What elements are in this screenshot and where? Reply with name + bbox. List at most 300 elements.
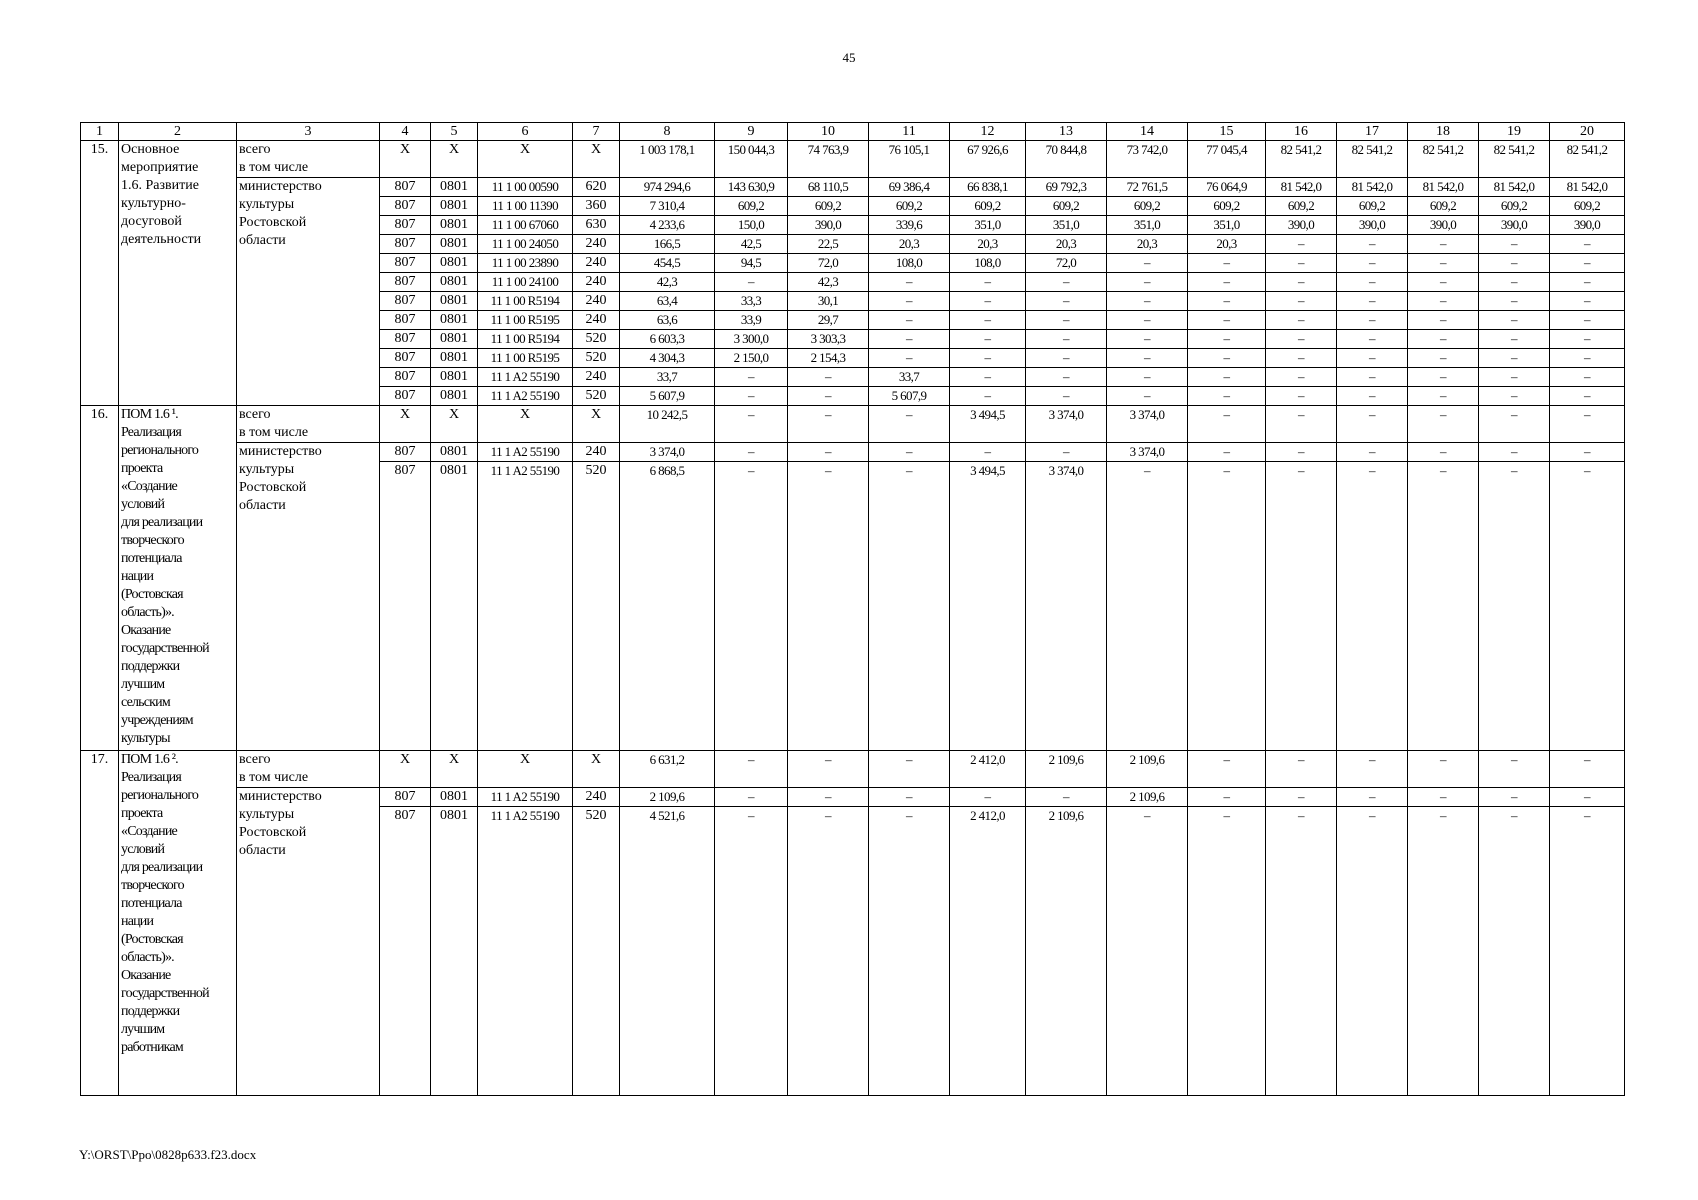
total-cell: – [715,406,788,443]
table-cell: 807 [380,178,431,197]
table-cell: – [1188,368,1266,387]
executor-name: министерство культуры Ростовской области [237,178,380,406]
table-cell: – [1266,235,1337,254]
total-cell: – [1266,751,1337,788]
page-number: 45 [842,50,856,65]
table-cell: 0801 [431,273,478,292]
table-cell: – [1337,330,1408,349]
table-cell: 609,2 [1479,197,1550,216]
table-cell: – [950,368,1026,387]
total-cell: – [1266,406,1337,443]
table-cell: – [1337,235,1408,254]
table-cell: – [1188,273,1266,292]
table-cell: 33,7 [869,368,950,387]
table-cell: 20,3 [950,235,1026,254]
table-cell: – [1550,807,1625,1096]
total-cell: 82 541,2 [1479,141,1550,178]
table-cell: – [1479,311,1550,330]
table-cell: 2 154,3 [788,349,869,368]
table-cell: 620 [573,178,620,197]
total-cell: – [869,751,950,788]
section-name: ПОМ 1.6 ². Реализация регионального проекта «Создание условий для реализации творческого потенциала нации (Ростовская область)». Оказание государственной поддержки лучшим работникам [119,751,237,1096]
table-cell: – [869,788,950,807]
total-cell: – [1337,751,1408,788]
table-cell: 11 1 A2 55190 [478,462,573,751]
table-cell: – [1026,387,1107,406]
header-cell: 16 [1266,123,1337,141]
table-cell: – [1479,462,1550,751]
table-cell: 166,5 [620,235,715,254]
table-cell: – [1266,349,1337,368]
table-cell: 807 [380,349,431,368]
table-cell: – [869,273,950,292]
table-cell: 72 761,5 [1107,178,1188,197]
header-cell: 19 [1479,123,1550,141]
table-cell: 3 300,0 [715,330,788,349]
table-cell: – [1408,235,1479,254]
table-cell: 339,6 [869,216,950,235]
table-cell: 3 494,5 [950,462,1026,751]
table-cell: 0801 [431,368,478,387]
table-cell: 11 1 00 R5195 [478,349,573,368]
table-cell: 5 607,9 [869,387,950,406]
table-cell: 81 542,0 [1479,178,1550,197]
table-cell: – [1479,349,1550,368]
table-cell: 81 542,0 [1266,178,1337,197]
table-cell: 360 [573,197,620,216]
table-cell: – [1107,254,1188,273]
table-cell: 0801 [431,292,478,311]
table-cell: – [1026,349,1107,368]
table-cell: 29,7 [788,311,869,330]
total-label: всего в том числе [237,141,380,178]
total-cell: – [1408,406,1479,443]
table-cell: – [1550,273,1625,292]
table-cell: – [1408,807,1479,1096]
table-cell: 454,5 [620,254,715,273]
table-cell: 11 1 00 R5194 [478,292,573,311]
table-cell: 807 [380,311,431,330]
table-cell: – [1026,788,1107,807]
total-cell: 2 412,0 [950,751,1026,788]
table-cell: – [1479,368,1550,387]
total-cell: 2 109,6 [1026,751,1107,788]
table-cell: – [950,443,1026,462]
table-cell: 22,5 [788,235,869,254]
table-cell: – [715,387,788,406]
table-cell: 240 [573,311,620,330]
table-cell: 4 233,6 [620,216,715,235]
table-cell: – [1408,292,1479,311]
table-cell: – [1188,292,1266,311]
table-cell: 5 607,9 [620,387,715,406]
total-cell: – [788,406,869,443]
table-cell: – [1026,292,1107,311]
total-cell: 70 844,8 [1026,141,1107,178]
table-cell: 11 1 00 23890 [478,254,573,273]
table-cell: – [1107,387,1188,406]
table-cell: 2 109,6 [1026,807,1107,1096]
table-cell: – [1550,387,1625,406]
total-cell: X [573,141,620,178]
header-cell: 14 [1107,123,1188,141]
table-cell: 390,0 [1479,216,1550,235]
table-cell: 2 412,0 [950,807,1026,1096]
table-cell: 30,1 [788,292,869,311]
executor-name: министерство культуры Ростовской области [237,788,380,1096]
table-cell: 11 1 00 00590 [478,178,573,197]
total-cell: – [1479,406,1550,443]
header-cell: 8 [620,123,715,141]
section-number: 15. [81,141,119,406]
table-cell: 20,3 [1107,235,1188,254]
table-cell: – [788,462,869,751]
table-cell: 4 304,3 [620,349,715,368]
table-cell: 3 374,0 [1026,462,1107,751]
header-cell: 3 [237,123,380,141]
table-cell: – [1550,235,1625,254]
table-cell: – [715,788,788,807]
total-label: всего в том числе [237,751,380,788]
header-cell: 15 [1188,123,1266,141]
table-cell: – [1266,330,1337,349]
total-cell: 82 541,2 [1266,141,1337,178]
table-cell: 351,0 [1026,216,1107,235]
table-cell: – [869,807,950,1096]
table-cell: 807 [380,273,431,292]
table-cell: – [950,788,1026,807]
table-cell: – [950,292,1026,311]
table-cell: 609,2 [1408,197,1479,216]
table-cell: 390,0 [788,216,869,235]
table-cell: 11 1 A2 55190 [478,807,573,1096]
table-cell: 609,2 [1337,197,1408,216]
table-cell: – [1337,292,1408,311]
table-cell: – [869,462,950,751]
table-cell: 11 1 00 67060 [478,216,573,235]
table-cell: 33,7 [620,368,715,387]
table-cell: – [715,368,788,387]
table-cell: 63,4 [620,292,715,311]
header-cell: 18 [1408,123,1479,141]
table-cell: – [715,462,788,751]
total-cell: – [1188,406,1266,443]
table-cell: 108,0 [869,254,950,273]
table-cell: 11 1 00 R5194 [478,330,573,349]
header-cell: 13 [1026,123,1107,141]
table-cell: – [1026,330,1107,349]
table-cell: 33,9 [715,311,788,330]
table-cell: 0801 [431,330,478,349]
section-number: 16. [81,406,119,751]
table-cell: 42,5 [715,235,788,254]
header-cell: 12 [950,123,1026,141]
table-cell: 6 603,3 [620,330,715,349]
table-cell: – [1408,443,1479,462]
table-cell: – [1408,349,1479,368]
table-cell: – [715,273,788,292]
table-cell: – [1107,330,1188,349]
table-cell: – [1026,443,1107,462]
table-cell: – [950,330,1026,349]
table-cell: – [1266,387,1337,406]
table-cell: 609,2 [1266,197,1337,216]
table-cell: – [1408,788,1479,807]
table-cell: 81 542,0 [1550,178,1625,197]
table-cell: 807 [380,235,431,254]
table-cell: 94,5 [715,254,788,273]
table-cell: 11 1 A2 55190 [478,443,573,462]
header-cell: 17 [1337,123,1408,141]
total-cell: 2 109,6 [1107,751,1188,788]
total-cell: – [1188,751,1266,788]
table-cell: 20,3 [1188,235,1266,254]
table-cell: – [1188,462,1266,751]
table-cell: 11 1 A2 55190 [478,387,573,406]
table-cell: – [715,443,788,462]
table-cell: 2 150,0 [715,349,788,368]
table-cell: – [1408,387,1479,406]
table-cell: – [869,330,950,349]
table-cell: 81 542,0 [1408,178,1479,197]
table-cell: – [1188,387,1266,406]
table-cell: – [1188,788,1266,807]
table-cell: – [869,349,950,368]
table-cell: 609,2 [950,197,1026,216]
table-cell: 0801 [431,197,478,216]
table-cell: 11 1 00 11390 [478,197,573,216]
table-cell: 33,3 [715,292,788,311]
table-cell: 143 630,9 [715,178,788,197]
table-cell: – [1266,807,1337,1096]
table-row [81,443,1625,462]
table-cell: – [1550,462,1625,751]
table-cell: – [1107,311,1188,330]
table-cell: – [1337,807,1408,1096]
table-cell: 0801 [431,178,478,197]
total-cell: – [1337,406,1408,443]
header-cell: 2 [119,123,237,141]
table-cell: – [1107,462,1188,751]
total-cell: 10 242,5 [620,406,715,443]
total-cell: 67 926,6 [950,141,1026,178]
section-total-row [81,406,1625,443]
table-cell: – [1408,330,1479,349]
table-cell: – [1550,292,1625,311]
header-cell: 4 [380,123,431,141]
table-cell: – [1266,273,1337,292]
table-cell: 807 [380,368,431,387]
total-cell: 150 044,3 [715,141,788,178]
table-cell: – [1479,807,1550,1096]
table-cell: 76 064,9 [1188,178,1266,197]
table-cell: 11 1 A2 55190 [478,368,573,387]
header-cell: 9 [715,123,788,141]
table-cell: 11 1 00 R5195 [478,311,573,330]
table-cell: – [1188,311,1266,330]
table-cell: – [869,292,950,311]
table-cell: 974 294,6 [620,178,715,197]
table-cell: – [1408,311,1479,330]
table-cell: 807 [380,807,431,1096]
table-cell: – [1479,273,1550,292]
table-cell: 72,0 [1026,254,1107,273]
table-cell: – [950,273,1026,292]
table-cell: 69 386,4 [869,178,950,197]
table-cell: – [1188,349,1266,368]
table-cell: – [788,368,869,387]
table-cell: 11 1 00 24100 [478,273,573,292]
table-cell: 2 109,6 [1107,788,1188,807]
table-cell: 108,0 [950,254,1026,273]
table-cell: – [1107,273,1188,292]
table-cell: – [1026,368,1107,387]
table-cell: 3 303,3 [788,330,869,349]
table-cell: – [788,387,869,406]
table-cell: 807 [380,387,431,406]
total-cell: X [380,141,431,178]
table-cell: 520 [573,330,620,349]
total-cell: X [478,406,573,443]
table-cell: – [1408,368,1479,387]
total-cell: 6 631,2 [620,751,715,788]
table-cell: 807 [380,197,431,216]
total-cell: – [1408,751,1479,788]
table-cell: 0801 [431,235,478,254]
table-cell: – [950,349,1026,368]
total-cell: – [869,406,950,443]
section-total-row [81,751,1625,788]
total-cell: X [478,751,573,788]
table-cell: 807 [380,788,431,807]
total-cell: 82 541,2 [1337,141,1408,178]
table-cell: 42,3 [788,273,869,292]
table-cell: – [1550,330,1625,349]
table-cell: – [869,311,950,330]
table-cell: 520 [573,387,620,406]
table-cell: 240 [573,254,620,273]
table-cell: – [1107,292,1188,311]
total-cell: – [1550,406,1625,443]
table-cell: 66 838,1 [950,178,1026,197]
table-cell: – [1408,254,1479,273]
table-cell: 609,2 [788,197,869,216]
total-cell: 77 045,4 [1188,141,1266,178]
table-cell: – [1026,273,1107,292]
table-cell: 0801 [431,349,478,368]
table-cell: 351,0 [1188,216,1266,235]
table-cell: – [1337,443,1408,462]
total-cell: – [788,751,869,788]
table-cell: – [1337,462,1408,751]
table-cell: – [1337,349,1408,368]
header-cell: 6 [478,123,573,141]
table-cell: – [1266,368,1337,387]
table-cell: – [1479,443,1550,462]
table-cell: – [788,807,869,1096]
total-cell: – [1550,751,1625,788]
total-cell: 3 494,5 [950,406,1026,443]
header-cell: 11 [869,123,950,141]
table-cell: – [1188,330,1266,349]
table-cell: – [1337,788,1408,807]
table-cell: 2 109,6 [620,788,715,807]
header-cell: 20 [1550,123,1625,141]
table-row [81,178,1625,197]
table-cell: 20,3 [1026,235,1107,254]
table-cell: 3 374,0 [1107,443,1188,462]
table-cell: 807 [380,443,431,462]
table-cell: 609,2 [1550,197,1625,216]
table-cell: – [1337,368,1408,387]
total-cell: 74 763,9 [788,141,869,178]
table-cell: – [1550,349,1625,368]
table-cell: – [1550,311,1625,330]
table-cell: 42,3 [620,273,715,292]
table-cell: 520 [573,462,620,751]
section-name: Основное мероприятие 1.6. Развитие культурно- досуговой деятельности [119,141,237,406]
table-cell: 807 [380,254,431,273]
table-cell: – [1266,788,1337,807]
total-cell: X [431,141,478,178]
table-cell: 20,3 [869,235,950,254]
header-row [81,123,1625,141]
total-cell: X [380,406,431,443]
header-cell: 7 [573,123,620,141]
total-cell: 76 105,1 [869,141,950,178]
table-cell: – [715,807,788,1096]
total-cell: X [431,751,478,788]
table-cell: – [950,387,1026,406]
table-cell: – [1107,807,1188,1096]
table-cell: – [869,443,950,462]
table-cell: – [1188,254,1266,273]
table-cell: – [1479,235,1550,254]
table-cell: – [950,311,1026,330]
table-cell: 0801 [431,311,478,330]
table-cell: – [1337,254,1408,273]
table-cell: 240 [573,368,620,387]
total-cell: X [478,141,573,178]
footer-file-path: Y:\ORST\Ppo\0828p633.f23.docx [79,1147,257,1162]
table-cell: 3 374,0 [620,443,715,462]
header-cell: 5 [431,123,478,141]
table-cell: 0801 [431,788,478,807]
table-cell: – [1188,443,1266,462]
table-cell: 72,0 [788,254,869,273]
total-cell: 82 541,2 [1550,141,1625,178]
table-cell: 68 110,5 [788,178,869,197]
header-cell: 1 [81,123,119,141]
table-cell: 0801 [431,216,478,235]
table-cell: 390,0 [1337,216,1408,235]
table-cell: – [1550,254,1625,273]
table-cell: 520 [573,349,620,368]
total-cell: 3 374,0 [1026,406,1107,443]
table-cell: 390,0 [1550,216,1625,235]
table-cell: – [1337,311,1408,330]
section-name: ПОМ 1.6 ¹. Реализация регионального проекта «Создание условий для реализации творческого потенциала нации (Ростовская область)». Оказание государственной поддержки лучшим сельским учреждениям культуры [119,406,237,751]
table-cell: – [1550,368,1625,387]
table-cell: 4 521,6 [620,807,715,1096]
table-cell: – [1479,254,1550,273]
total-cell: X [573,751,620,788]
table-cell: – [788,443,869,462]
table-cell: 240 [573,235,620,254]
table-cell: – [1266,443,1337,462]
table-cell: – [1266,462,1337,751]
total-cell: X [573,406,620,443]
